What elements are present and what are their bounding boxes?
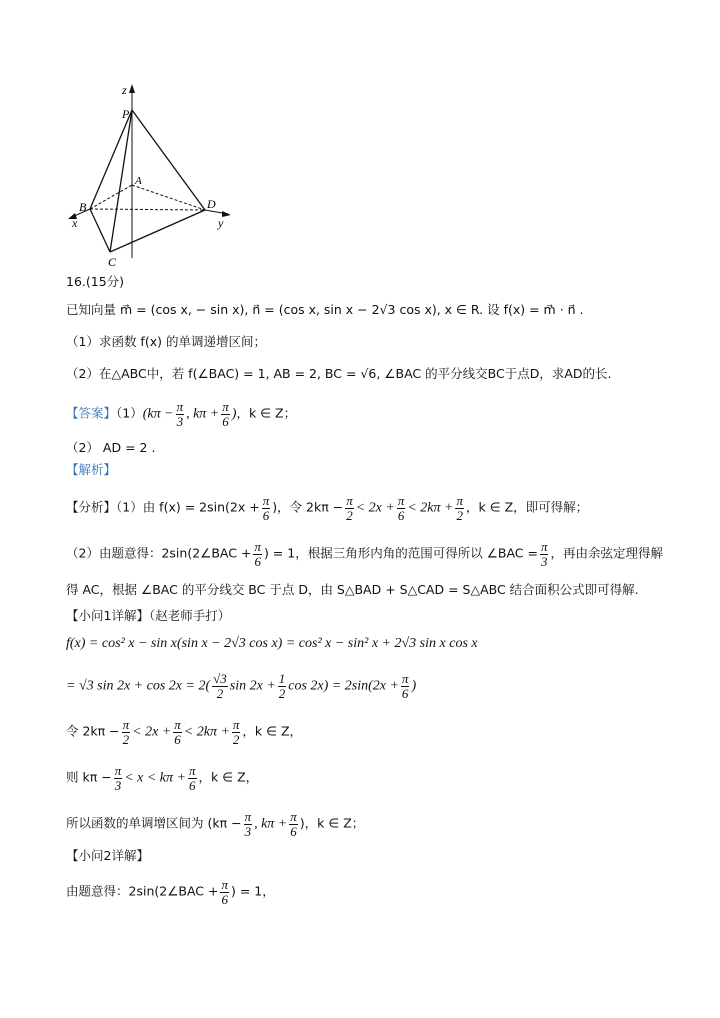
problem-statement: 已知向量 m⃗ = (cos x, − sin x), n⃗ = (cos x, sin x − 2√3 cos x), x ∈ R. 设 f(x) = m⃗ · n⃗ . [66, 302, 584, 317]
answer-tag: 【答案】 [66, 405, 117, 421]
edge-PC [110, 110, 132, 252]
label-P: P [122, 107, 130, 121]
frac-pi-3: $\frac{\pi}{3}$ [176, 399, 184, 429]
analysis-line-1: 【分析】（1）由 f(x) = 2sin(2x + $\frac{\pi}{6}$ )，令 2kπ − $\frac{\pi}{2}$ < 2x + $\frac{\pi}{6}$ < 2kπ + $\frac{\pi}{2}$ ，k ∈ Z，即可得解； [66, 493, 589, 523]
analysis-line-3: 得 AC，根据 ∠BAC 的平分线交 BC 于点 D，由 S△BAD + S△CAD = S△ABC 结合面积公式即可得解. [66, 582, 639, 597]
frac-pi-6: $\frac{\pi}{6}$ [222, 399, 229, 429]
detail1-line-5: 所以函数的单调增区间为 (kπ − $\frac{\pi}{3}$ , kπ + $\frac{\pi}{6}$ )，k ∈ Z； [66, 809, 365, 839]
detail1-line-4: 则 kπ − $\frac{\pi}{3}$ < x < kπ + $\frac{\pi}{6}$ ，k ∈ Z， [66, 763, 259, 793]
answer-1-end: ) [231, 406, 237, 422]
answer-2: （2） AD = 2 . [66, 440, 156, 455]
edge-PD [132, 110, 205, 210]
pyramid-figure [60, 80, 230, 270]
edge-CD [110, 210, 205, 252]
analysis-tag: 【解析】 [66, 462, 117, 477]
edge-BD [90, 209, 205, 210]
z-axis-arrow [129, 84, 135, 93]
edge-BA [90, 185, 132, 209]
detail1-line-3: 令 2kπ − $\frac{\pi}{2}$ < 2x + $\frac{\pi}{6}$ < 2kπ + $\frac{\pi}{2}$ ，k ∈ Z， [66, 717, 303, 747]
label-B: B [79, 200, 87, 214]
answer-1-cond: ，k ∈ Z； [236, 405, 297, 421]
problem-q2: （2）在△ABC中，若 f(∠BAC) = 1, AB = 2, BC = √6, ∠BAC 的平分线交BC于点D，求AD的长. [66, 366, 612, 381]
edge-PB [90, 110, 132, 209]
detail1-tag: 【小问1详解】（赵老师手打） [66, 608, 231, 623]
answer-1-prefix: （1） [116, 405, 143, 421]
answer-1-mid: , kπ + [186, 406, 220, 422]
detail1-line-1: f(x) = cos² x − sin x(sin x − 2√3 cos x) = cos² x − sin² x + 2√3 sin x cos x [66, 636, 478, 651]
detail2-tag: 【小问2详解】 [66, 848, 149, 863]
label-D: D [207, 197, 216, 211]
label-y: y [218, 216, 224, 230]
answer-line-1 [66, 400, 296, 428]
edge-AD [132, 185, 205, 210]
problem-number: 16.(15分) [66, 274, 125, 289]
detail1-line-2: = √3 sin 2x + cos 2x = 2( $\frac{√3}{2}$ sin 2x + $\frac{1}{2}$ cos 2x) = 2sin(2x + $\frac{\pi}{6}$ ) [66, 671, 417, 701]
edge-BC [90, 209, 110, 252]
problem-q1: （1）求函数 f(x) 的单调递增区间； [66, 334, 266, 349]
label-z: z [122, 83, 127, 97]
answer-1-expr: (kπ − [142, 406, 174, 422]
label-C: C [108, 255, 117, 269]
analysis-line-2: （2）由题意得：2sin(2∠BAC + $\frac{\pi}{6}$ ) = 1，根据三角形内角的范围可得所以 ∠BAC = $\frac{\pi}{3}$ ，再由余弦定理得解 [66, 539, 663, 569]
label-x: x [72, 216, 78, 230]
label-A: A [135, 175, 142, 187]
detail2-line-1: 由题意得：2sin(2∠BAC + $\frac{\pi}{6}$ ) = 1， [66, 877, 275, 907]
